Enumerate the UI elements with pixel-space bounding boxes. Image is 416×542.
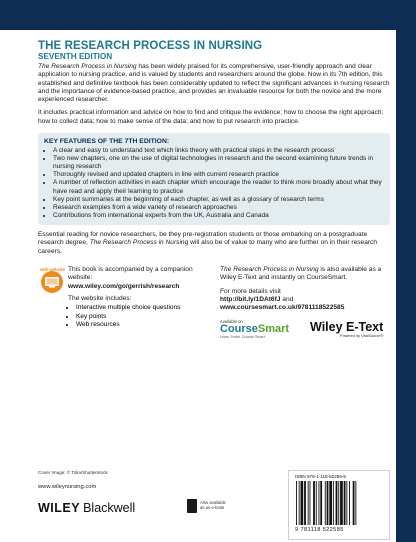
cover-footer [38,470,390,540]
etext-availability [220,266,390,283]
website-intro: This book is accompanied by a companion website: [68,265,193,282]
feature-item: • A clear and easy to understand text which links theory with practical steps in the research process [53,147,384,155]
coursesmart-name [220,324,289,335]
coursesmart-course: Course [220,322,258,335]
publisher-wiley: WILEY [38,501,81,515]
audience-paragraph [38,231,390,256]
book-title: THE RESEARCH PROCESS IN NURSING [38,40,263,52]
details-link1-line [220,296,390,304]
ebook-line-1: Also available [200,500,226,505]
publisher-logo [38,501,135,515]
key-features-heading: KEY FEATURES OF THE 7TH EDITION: [44,138,170,146]
audience-text-1: Essential reading for novice researchers, be they pre-registration students or those embarking on a postgraduate research degree, [38,230,368,247]
feature-item: • A number of reflection activities in each chapter which encourage the reader to think more broadly about what they have read and apply their learning to practice [53,179,384,195]
coursesmart-tagline: Learn Smart. Choose Smart. [220,334,266,339]
intro-paragraph [38,63,390,104]
details-label: For more details visit [220,287,281,295]
wiley-etext-name: Wiley E-Text [310,319,384,334]
info-columns [38,266,390,386]
website-info [38,266,213,329]
website-feature: • Web resources [76,321,213,329]
audience-text-2: will also be of value to many who are further on in their research careers. [38,239,378,255]
website-url[interactable]: www.wiley.com/go/gerrish/research [68,282,180,290]
book-edition: SEVENTH EDITION [38,52,113,61]
key-features-box [38,133,390,225]
ebook-icon [187,499,197,513]
barcode-bars [295,481,383,525]
cover-image-credit: Cover Image: © Tolia/Shutterstock [38,470,108,475]
feature-item: • Two new chapters, one on the use of digital technologies in research and the second examining future trends in nursing research [53,155,384,171]
audience-title: The Research Process in Nursing [89,239,189,247]
coursesmart-logo [220,319,289,339]
feature-item: • Key point summaries at the beginning of each chapter, as well as a glossary of research terms [53,196,384,204]
overview-paragraph: It includes practical information and advice on how to find and critique the evidence; how to choose the right approach; how to collect data; how to make sense of the data; and how to put research into practice. [38,109,384,125]
details-link-1[interactable]: http://bit.ly/1DAt6fJ [220,296,281,304]
isbn-text: ISBN 978-1-118-52256-5 [295,474,346,479]
right-band [396,0,416,542]
etext-title: The Research Process in Nursing [220,265,319,273]
coursesmart-smart: Smart [257,322,290,335]
wiley-etext-logo [310,321,383,338]
feature-item: • Research examples from a wide variety of research approaches [53,204,384,212]
feature-item: • Thoroughly revised and updated chapters in line with current research practice [53,171,384,179]
badge-label: with website [40,266,65,272]
wiley-etext-sub: Powered by VitalSource® [340,333,384,338]
details-and: and [280,296,294,304]
etext-rest: is also available as a Wiley E-Text and instantly on CourseSmart. [220,265,382,282]
details-link-2[interactable]: www.coursesmart.co.uk/9781118522585 [220,304,345,312]
platform-logos [220,319,390,343]
publisher-blackwell: Blackwell [83,501,136,515]
website-feature: • Key points [76,313,213,321]
website-includes-label: The website includes: [68,295,132,303]
ebook-info [220,266,390,343]
publisher-website[interactable]: www.wileynursing.com [38,484,97,490]
website-badge-icon [38,266,66,294]
ebook-line-2: as an e-book [200,505,225,510]
top-band [0,0,416,30]
barcode-number: 9 781118 522585 [295,527,344,533]
coursesmart-available: Available on [220,318,243,324]
intro-title: The Research Process in Nursing [38,63,137,70]
intro-text: has been widely praised for its comprehensive, user-friendly approach and clear application to nursing practice, and is valued by students and researchers around the globe. Now in its 7th edition, this established and definitive textbook has been considerably updated to reflect the significant advances in nursing research and the importance of evidence-based practice, and provides an invaluable resource for both the novice and the more experienced researcher. [38,63,390,104]
ebook-badge-text [200,500,226,510]
barcode [288,470,390,540]
website-feature: • Interactive multiple choice questions [76,304,213,312]
website-features-list [68,304,213,328]
cover-content [38,40,390,386]
feature-item: • Contributions from international experts from the UK, Australia and Canada [53,212,384,220]
key-features-list [44,147,384,220]
